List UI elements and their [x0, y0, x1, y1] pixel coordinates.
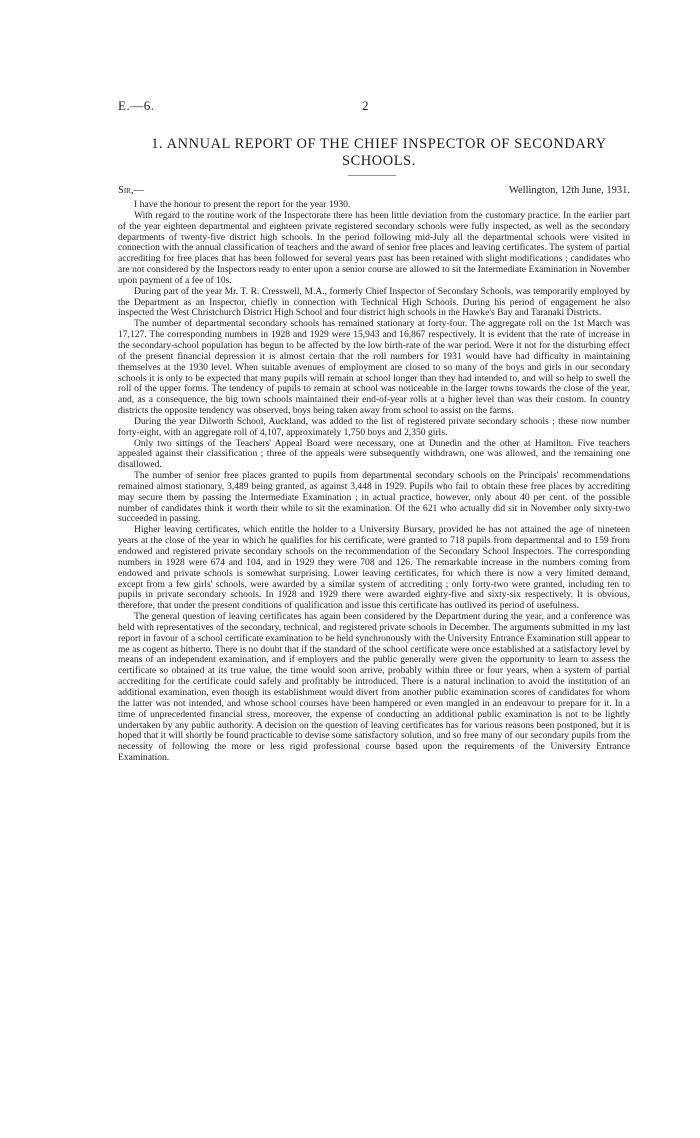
paragraph: The number of departmental secondary schools has remained stationary at forty-four. The aggregate roll on the 1st March was 17,127. The corresponding numbers in 1928 and 1929 were 15,943 and 16,867 respectively. It is evident that the rate of increase in the secondary-school population has begun to be affected by the low birth-rate of the war period. Were it not for the disturbing effect of the present financial depression it is almost certain that the roll numbers for 1931 would have had difficulty in maintaining themselves at the 1930 level. When suitable avenues of employment are closed to so many of the boys and girls in our secondary schools it is only to be expected that many pupils will remain at school longer than they had intended to, and will so help to swell the roll of the upper forms. The tendency of pupils to remain at school was noticeable in the larger towns towards the close of the year, and, as a consequence, the big town schools maintained their end-of-year rolls at a higher level than was their custom. In country districts the opposite tendency was observed, boys being taken away from school to assist on the farms.	[118, 318, 630, 417]
paragraph: During part of the year Mr. T. R. Cresswell, M.A., formerly Chief Inspector of Secondary Schools, was temporarily employed by the Department as an Inspector, chiefly in connection with Technical High Schools. During his period of engagement he also inspected the West Christchurch District High School and four district high schools in the Hawke's Bay and Taranaki Districts.	[118, 285, 630, 319]
title-divider	[348, 175, 396, 176]
paragraph: During the year Dilworth School, Auckland, was added to the list of registered private secondary schools ; these now number forty-eight, with an aggregate roll of 4,107, approximately 1,750 boys and 2,350 girls.	[118, 415, 630, 438]
paragraph: Higher leaving certificates, which entitle the holder to a University Bursary, provided he has not attained the age of nineteen years at the close of the year in which he qualifies for his certificate, were granted to 718 pupils from departmental and to 159 from endowed and registered private secondary schools on the recommendation of the Secondary School Inspectors. The corresponding numbers in 1928 were 674 and 104, and in 1929 they were 708 and 126. The remarkable increase in the numbers coming from endowed and private schools is somewhat surprising. Lower leaving certificates, for which there is now a very limited demand, except from a few girls' schools, were awarded by a similar system of accrediting ; only forty-two were granted, including ten to pupils in private secondary schools. In 1928 and 1929 there were awarded eighty-five and sixty-six respectively. It is obvious, therefore, that under the present conditions of qualification and issue this certificate has outlived its period of usefulness.	[118, 524, 630, 612]
paragraph: The general question of leaving certificates has again been considered by the Department during the year, and a conference was held with representatives of the secondary, technical, and registered private schools in December. The arguments submitted in my last report in favour of a school certificate examination to be held synchronously with the University Entrance Examination still appear to me as cogent as hitherto. There is no doubt that if the standard of the school certificate were once established at a satisfactory level by means of an independent examination, and if employers and the public generally were given the opportunity to learn to assess the certificate so obtained at its true value, the time would soon arrive, probably within three or four years, when a system of partial accrediting for the certificate could safely and profitably be introduced. There is a natural inclination to avoid the institution of an additional examination, even though its establishment would divert from another public examination scores of candidates for whom the latter was not intended, and whose school courses have been hampered or even mangled in an endeavour to prepare for it. In a time of unprecedented financial stress, moreover, the expense of conducting an additional public examination is not to be lightly undertaken by any public authority. A decision on the question of leaving certificates has for various reasons been postponed, but it is hoped that it will shortly be found practicable to devise some satisfactory solution, and so free many of our secondary pupils from the necessity of following the more or less rigid professional course based upon the requirements of the University Entrance Examination.	[118, 611, 630, 764]
report-body	[118, 200, 630, 764]
document-reference: E.—6.	[118, 98, 155, 113]
dateline: Wellington, 12th June, 1931.	[508, 185, 630, 196]
paragraph: The number of senior free places granted to pupils from departmental secondary schools on the Principals' recommendations remained almost stationary, 3,489 being granted, as against 3,448 in 1929. Pupils who fail to obtain these free places by accrediting may secure them by passing the Intermediate Examination ; in actual practice, however, only about 40 per cent. of the possible number of candidates think it worth their while to sit the examination. Of the 621 who actually did sit in November only sixty-two succeeded in passing.	[118, 470, 630, 525]
paragraph: Only two sittings of the Teachers' Appeal Board were necessary, one at Dunedin and the other at Hamilton. Five teachers appealed against their classification ; three of the appeals were subsequently withdrawn, one was allowed, and the remaining one disallowed.	[118, 437, 630, 471]
paragraph: I have the honour to present the report for the year 1930.	[134, 199, 351, 210]
salutation: Sir,—	[118, 185, 144, 196]
report-title: 1. ANNUAL REPORT OF THE CHIEF INSPECTOR OF SECONDARY SCHOOLS.	[151, 136, 607, 169]
page-number: 2	[362, 98, 369, 113]
paragraph: With regard to the routine work of the Inspectorate there has been little deviation from the customary practice. In the earlier part of the year eighteen departmental and eighteen private registered secondary schools were fully inspected, as well as the secondary departments of twenty-five district high schools. In the period following mid-July all the departmental schools were visited in connection with the annual classification of teachers and the award of senior free places and leaving certificates. The system of partial accrediting for free places that has been followed for several years past has been retained with slight modifications ; candidates who are not considered by the Inspectors ready to enter upon a senior course are allowed to sit the Intermediate Examination in November upon payment of a fee of 10s.	[118, 209, 630, 286]
